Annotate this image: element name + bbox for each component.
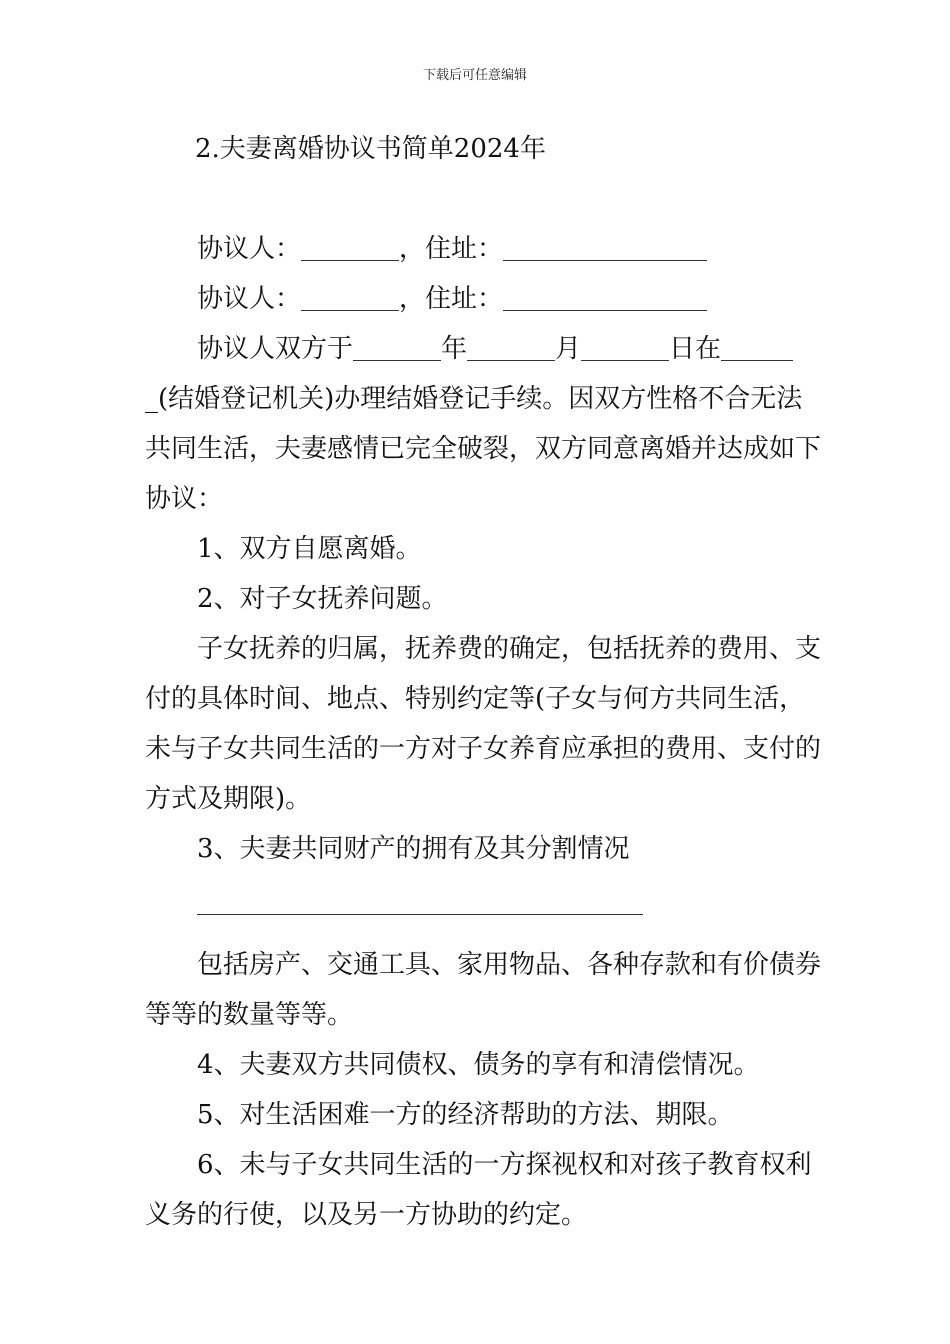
item-1: 1、双方自愿离婚。 <box>197 534 422 564</box>
party-label: 协议人： <box>197 234 302 264</box>
address-label: ，住址： <box>399 234 504 264</box>
item-4: 4、夫妻双方共同债权、债务的享有和清偿情况。 <box>197 1050 760 1080</box>
item-2-detail: 子女抚养的归属，抚养费的确定，包括抚养的费用、支付的具体时间、地点、特别约定等(子女与何方共同生活，未与子女共同生活的一方对子女养育应承担的费用、支付的方式及期限)。 <box>145 634 822 814</box>
intro-rest: _(结婚登记机关)办理结婚登记手续。因双方性格不合无法共同生活，夫妻感情已完全破裂，双方同意离婚并达成如下协议： <box>145 384 822 514</box>
registry-blank <box>721 330 793 361</box>
item-3-blank-line <box>145 880 825 930</box>
year-blank <box>353 330 441 361</box>
document-body <box>145 224 825 1240</box>
document-title: 2.夫妻离婚协议书简单2024年 <box>195 134 546 164</box>
property-blank <box>197 880 643 915</box>
intro-paragraph <box>145 324 825 524</box>
party-line-1 <box>145 224 825 274</box>
month-blank <box>467 330 555 361</box>
intro-month: 月 <box>555 334 582 364</box>
item-2: 2、对子女抚养问题。 <box>197 584 448 614</box>
day-blank <box>581 330 669 361</box>
party-label: 协议人： <box>197 284 302 314</box>
item-3: 3、夫妻共同财产的拥有及其分割情况 <box>197 834 630 864</box>
address-label: ，住址： <box>399 284 504 314</box>
item-5: 5、对生活困难一方的经济帮助的方法、期限。 <box>197 1100 734 1130</box>
party-name-blank <box>301 280 399 311</box>
party-line-2 <box>145 274 825 324</box>
intro-prefix: 协议人双方于 <box>197 334 354 364</box>
item-6: 6、未与子女共同生活的一方探视权和对孩子教育权利义务的行使，以及另一方协助的约定。 <box>145 1150 812 1230</box>
address-blank <box>503 280 707 311</box>
intro-year: 年 <box>441 334 468 364</box>
party-name-blank <box>301 230 399 261</box>
intro-day-at: 日在 <box>669 334 722 364</box>
address-blank <box>503 230 707 261</box>
page-header: 下载后可任意编辑 <box>422 68 527 83</box>
item-3-detail: 包括房产、交通工具、家用物品、各种存款和有价债券等等的数量等等。 <box>145 950 822 1030</box>
